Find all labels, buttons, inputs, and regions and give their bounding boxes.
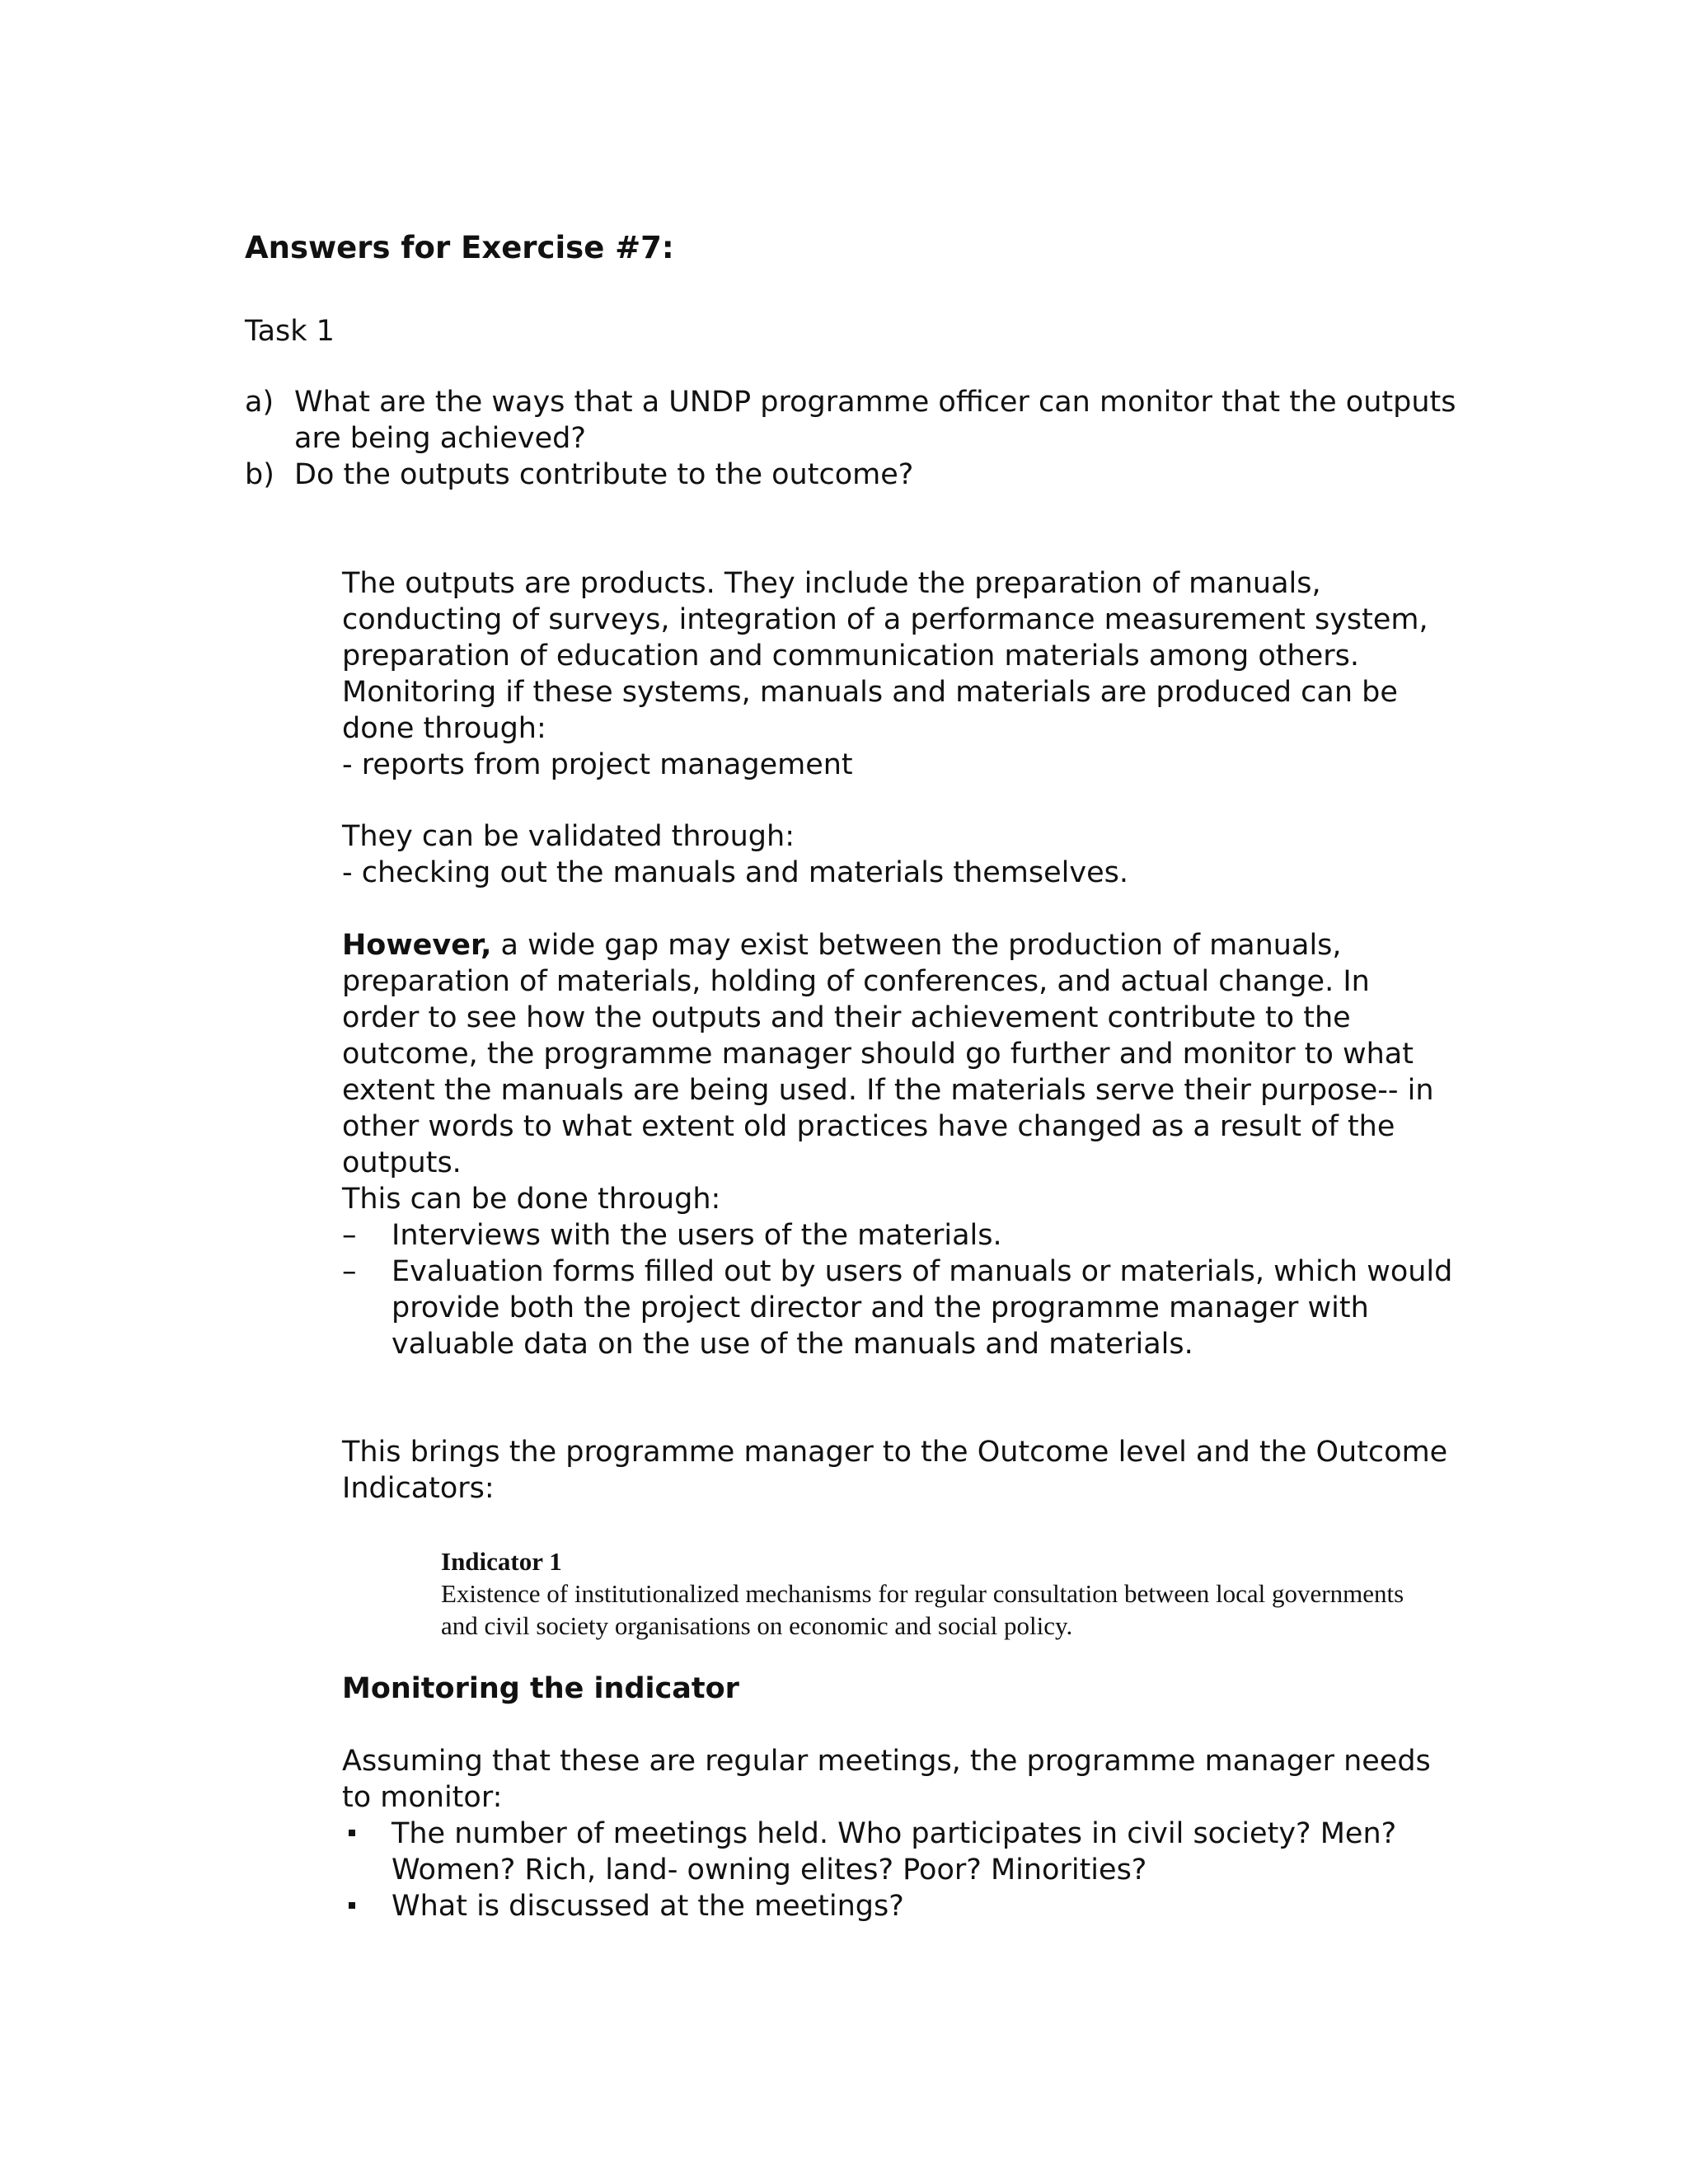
question-item (245, 384, 1481, 457)
square-bullet-icon (342, 1816, 392, 1888)
dash-marker: – (342, 1255, 357, 1288)
list-item-text: Interviews with the users of the materials. (392, 1219, 1002, 1252)
question-letter: b) (245, 458, 274, 491)
list-item (342, 1217, 1455, 1254)
monitoring-heading: Monitoring the indicator (342, 1672, 739, 1705)
task-label: Task 1 (245, 315, 335, 348)
dash-marker: – (342, 1219, 357, 1252)
however-bold-word: However, (342, 929, 492, 962)
question-list (245, 384, 1481, 493)
indicator-title: Indicator 1 (441, 1547, 562, 1576)
list-item (342, 1816, 1455, 1888)
monitoring-intro: Assuming that these are regular meetings, the programme manager needs to monitor: (342, 1745, 1431, 1814)
question-letter: a) (245, 386, 274, 419)
list-item-text: Evaluation forms filled out by users of manuals or materials, which would provide both the project director and the programme manager with valuable data on the use of the manuals and materials. (392, 1255, 1453, 1361)
square-bullet-icon (342, 1888, 392, 1924)
list-item (342, 1888, 1455, 1924)
outputs-section (342, 565, 1455, 783)
validated-method: - checking out the manuals and materials themselves. (342, 856, 1128, 889)
validation-section (342, 818, 1455, 891)
question-text: What are the ways that a UNDP programme officer can monitor that the outputs are being achieved? (294, 386, 1456, 455)
monitoring-section (342, 1743, 1455, 1924)
question-text: Do the outputs contribute to the outcome? (294, 458, 914, 491)
outputs-method: - reports from project management (342, 748, 853, 781)
outputs-paragraph: The outputs are products. They include the preparation of manuals, conducting of surveys, integration of a performance measurement system, preparation of education and communication materials among others. Monitoring if these systems, manuals and materials are produced can be done through: (342, 567, 1428, 745)
list-item (342, 1254, 1455, 1362)
indicator-block (441, 1545, 1414, 1642)
list-item-text: The number of meetings held. Who participates in civil society? Men? Women? Rich, land- owning elites? Poor? Minorities? (392, 1817, 1397, 1886)
list-item-text: What is discussed at the meetings? (392, 1890, 904, 1923)
outcome-paragraph: This brings the programme manager to the Outcome level and the Outcome Indicators: (342, 1436, 1448, 1505)
bullet-list (342, 1816, 1455, 1924)
question-item (245, 457, 1481, 493)
done-through-label: This can be done through: (342, 1183, 721, 1216)
however-section (342, 927, 1455, 1362)
however-text: a wide gap may exist between the production of manuals, preparation of materials, holding of conferences, and actual change. In order to see how the outputs and their achievement contribute to the outcome, the programme manager should go further and monitor to what extent the manuals are being used. If the materials serve their purpose-- in other words to what extent old practices have changed as a result of the outputs. (342, 929, 1434, 1179)
validated-intro: They can be validated through: (342, 820, 795, 853)
outcome-section (342, 1434, 1455, 1507)
however-paragraph (342, 927, 1455, 1181)
indicator-text: Existence of institutionalized mechanisms for regular consultation between local governments and civil society organisations on economic and social policy. (441, 1579, 1404, 1640)
dash-list (342, 1217, 1455, 1362)
page-heading: Answers for Exercise #7: (245, 230, 674, 265)
